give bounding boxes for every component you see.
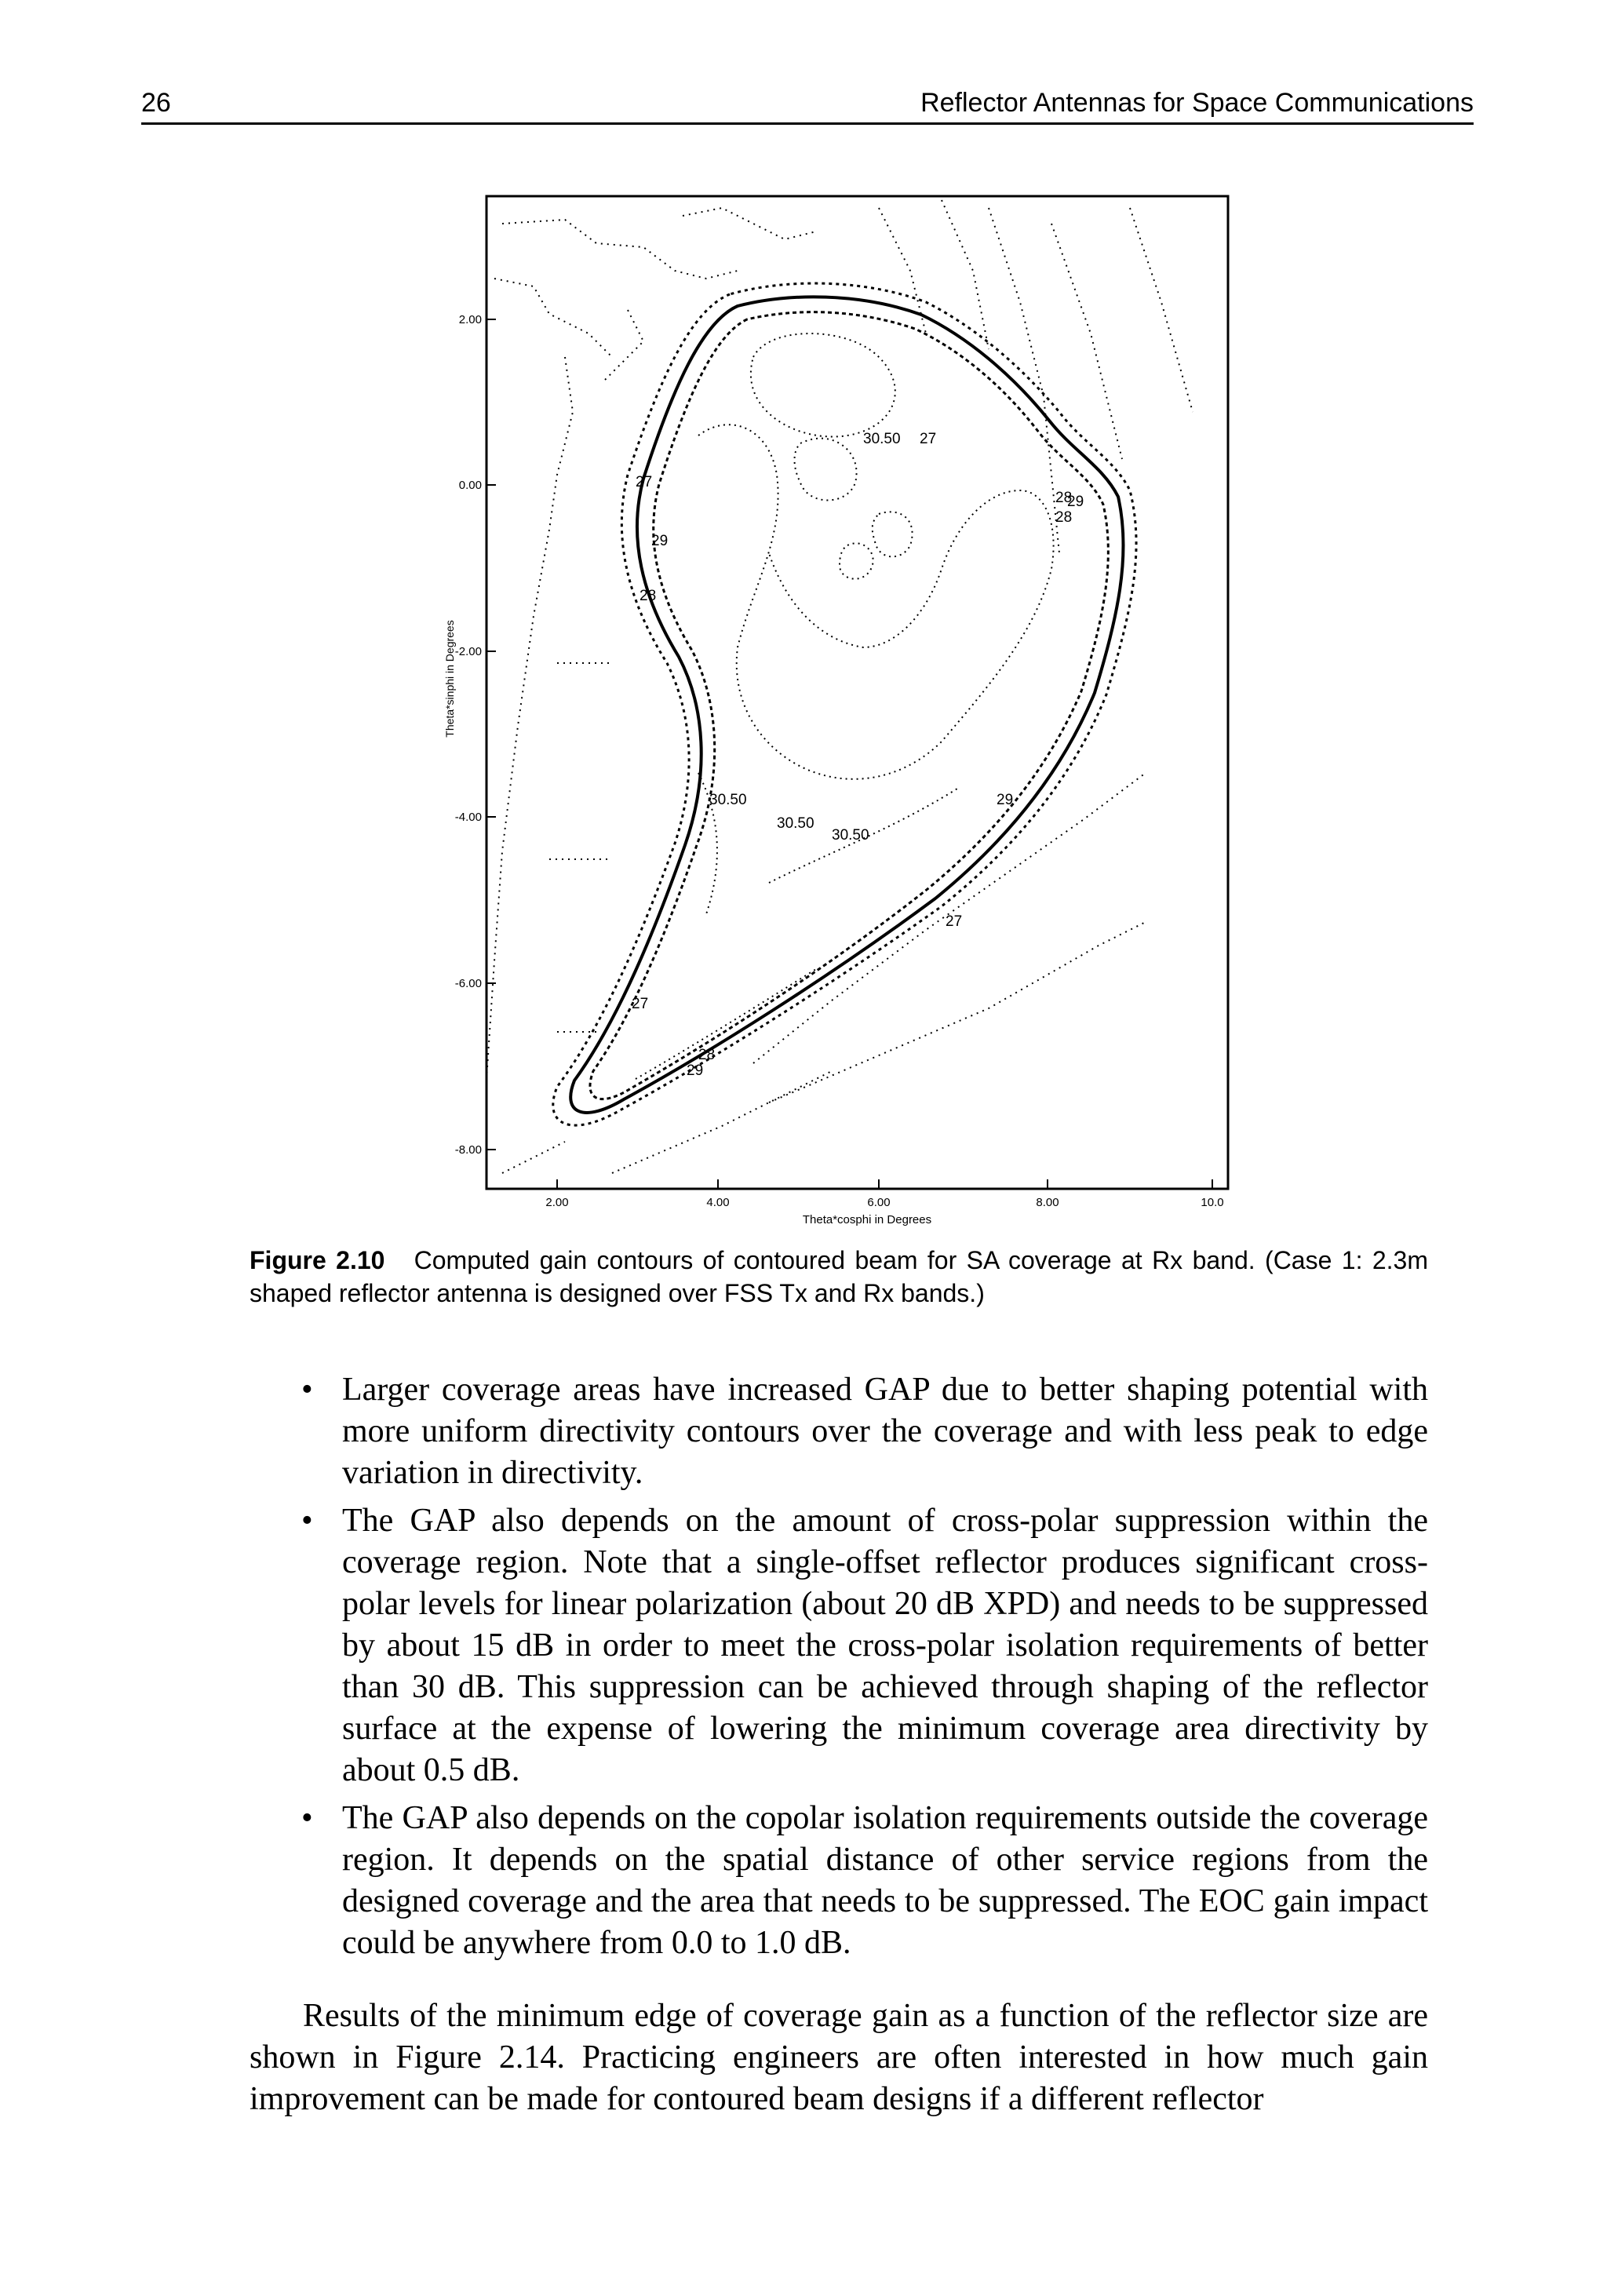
- contour-label: 29: [687, 1062, 704, 1079]
- interior-contours: [636, 333, 1054, 1079]
- bullet-list: [250, 1369, 1428, 1964]
- contour-label: 28: [698, 1047, 716, 1063]
- map-outline-dots: [486, 200, 1193, 1173]
- x-tick-marks: [557, 1179, 1212, 1189]
- y-tick-label: 2.00: [458, 313, 482, 326]
- contour-label: 27: [636, 474, 653, 490]
- bullet-text: The GAP also depends on the copolar isolation requirements outside the coverage region. It depends on the spatial distance of other service regions from the designed coverage and the area that needs to be suppressed. The EOC gain impact could be anywhere from 0.0 to 1.0 dB.: [342, 1800, 1428, 1961]
- contour-label: 29: [997, 792, 1014, 808]
- y-tick-label: -4.00: [454, 811, 482, 824]
- x-tick-label: 6.00: [867, 1196, 891, 1209]
- contour-label: 28: [1055, 509, 1073, 526]
- bullet-item: • The GAP also depends on the copolar isolation requirements outside the coverage region. It depends on the spatial distance of other service regions from the designed coverage and the area that needs to be suppressed. The EOC gain impact could be anywhere from 0.0 to 1.0 dB.: [301, 1800, 1428, 1961]
- y-tick-marks: [486, 319, 496, 1150]
- body-paragraph: Results of the minimum edge of coverage gain as a function of the reflector size are shown in Figure 2.14. Practicing engineers are often interested in how much gain improvement can be made for contoured beam designs if a different reflector: [250, 1998, 1428, 2117]
- plot-frame: [486, 196, 1228, 1189]
- figure-contour-plot: [439, 177, 1240, 1244]
- contour-label: 30.50: [863, 431, 901, 447]
- contour-label: 28: [1055, 490, 1073, 506]
- contour-line: [570, 297, 1123, 1113]
- contour-label: 27: [946, 913, 963, 930]
- y-tick-label: 0.00: [458, 479, 482, 492]
- x-tick-label: 4.00: [706, 1196, 730, 1209]
- contour-line: [590, 312, 1108, 1099]
- contour-label: 29: [1067, 494, 1084, 510]
- running-title: Reflector Antennas for Space Communications: [920, 88, 1474, 118]
- figure-caption-text: Computed gain contours of contoured beam for SA coverage at Rx band. (Case 1: 2.3m shaped reflector antenna is designed over FSS Tx and Rx bands.): [250, 1246, 1428, 1307]
- x-tick-label: 10.0: [1201, 1196, 1224, 1209]
- contour-label: 27: [632, 996, 649, 1012]
- contour-label: 28: [640, 588, 657, 604]
- x-tick-label: 8.00: [1036, 1196, 1059, 1209]
- contour-label: 30.50: [709, 792, 747, 808]
- contour-plot-svg: [439, 177, 1240, 1244]
- y-tick-label: -8.00: [454, 1143, 482, 1157]
- page-number: 26: [141, 88, 171, 118]
- bullet-item: • The GAP also depends on the amount of cross-polar suppression within the coverage region. Note that a single-offset reflector produces significant cross-polar levels for linear polarization (about 20 dB XPD) and needs to be suppressed by about 15 dB in order to meet the cross-polar isolation requirements of better than 30 dB. This suppression can be achieved through shaping of the reflector surface at the expense of lowering the minimum coverage area directivity by about 0.5 dB.: [301, 1503, 1428, 1788]
- figure-caption: [250, 1244, 1428, 1310]
- x-axis-label: Theta*cosphi in Degrees: [802, 1213, 932, 1226]
- running-header: [141, 86, 1474, 125]
- y-tick-label: -6.00: [454, 977, 482, 990]
- bullet-text: Larger coverage areas have increased GAP due to better shaping potential with more uniform directivity contours over the coverage and with less peak to edge variation in directivity.: [342, 1372, 1428, 1491]
- contour-label: 30.50: [832, 827, 869, 844]
- bullet-text: The GAP also depends on the amount of cross-polar suppression within the coverage region. Note that a single-offset reflector produces significant cross-polar levels for linear polarization (about 20 dB XPD) and needs to be suppressed by about 15 dB in order to meet the cross-polar isolation requirements of better than 30 dB. This suppression can be achieved through shaping of the reflector surface at the expense of lowering the minimum coverage area directivity by about 0.5 dB.: [342, 1503, 1428, 1788]
- body-text: [250, 1369, 1428, 2120]
- y-axis-label: Theta*sinphi in Degrees: [443, 620, 456, 738]
- contour-label: 30.50: [777, 815, 814, 832]
- contour-label: 27: [920, 431, 937, 447]
- bullet-item: • Larger coverage areas have increased GAP due to better shaping potential with more uniform directivity contours over the coverage and with less peak to edge variation in directivity.: [301, 1372, 1428, 1491]
- figure-label: Figure 2.10: [250, 1246, 385, 1274]
- y-tick-label: -2.00: [454, 645, 482, 658]
- x-tick-label: 2.00: [545, 1196, 569, 1209]
- contour-label: 29: [651, 533, 669, 549]
